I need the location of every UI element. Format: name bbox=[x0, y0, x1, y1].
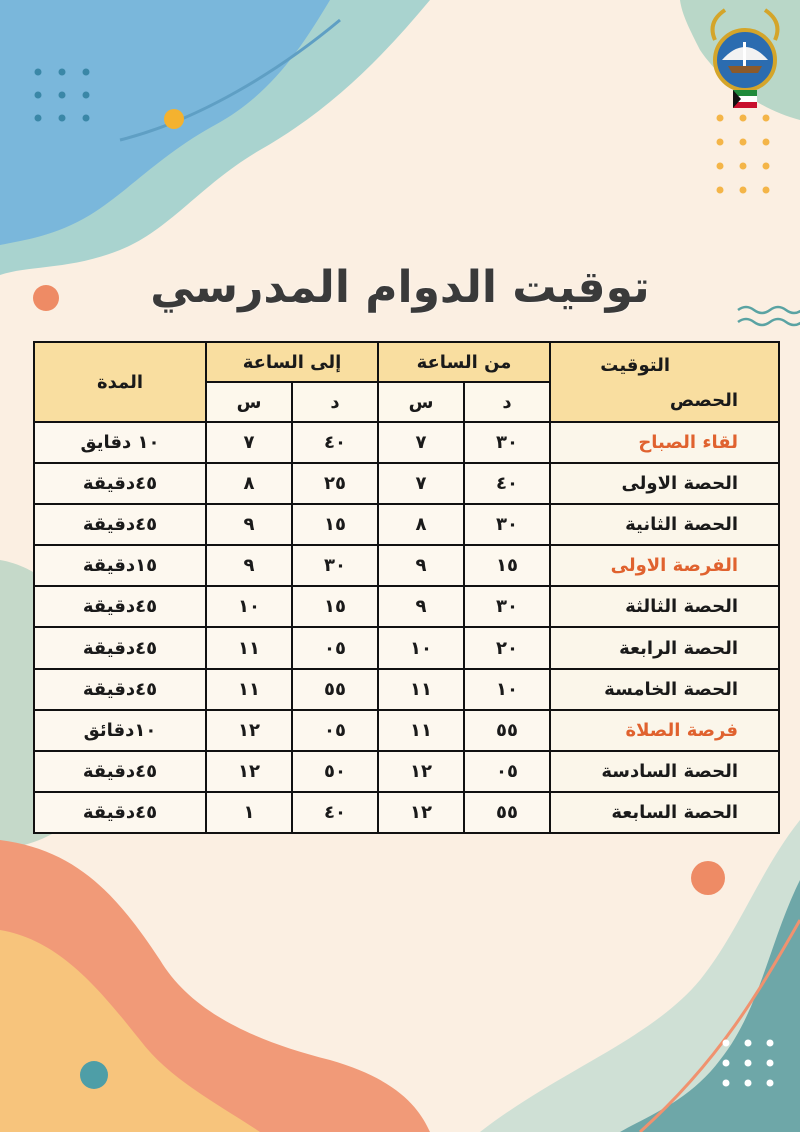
to-minute: ١٥ bbox=[292, 586, 378, 627]
table-row bbox=[34, 504, 779, 545]
table-row bbox=[34, 751, 779, 792]
from-hour: ١١ bbox=[378, 710, 464, 751]
table-row bbox=[34, 710, 779, 751]
from-hour: ٩ bbox=[378, 586, 464, 627]
period-name: الحصة الاولى bbox=[550, 463, 779, 504]
to-hour: ١٢ bbox=[206, 710, 292, 751]
to-minute: ٣٠ bbox=[292, 545, 378, 586]
to-hour: ٩ bbox=[206, 545, 292, 586]
header-timing: التوقيت bbox=[600, 355, 671, 376]
header-from: من الساعة bbox=[378, 342, 550, 382]
to-minute: ٤٠ bbox=[292, 792, 378, 833]
duration: ٤٥دقيقة bbox=[34, 669, 206, 710]
duration: ١٠ دقايق bbox=[34, 422, 206, 463]
from-hour: ٨ bbox=[378, 504, 464, 545]
to-minute: ٠٥ bbox=[292, 710, 378, 751]
to-hour: ١٢ bbox=[206, 751, 292, 792]
from-minute: ١٥ bbox=[464, 545, 550, 586]
table-row bbox=[34, 422, 779, 463]
table-row bbox=[34, 586, 779, 627]
to-minute: ٠٥ bbox=[292, 627, 378, 668]
to-hour: ٧ bbox=[206, 422, 292, 463]
from-minute: ٣٠ bbox=[464, 422, 550, 463]
header-to-hour: س bbox=[206, 382, 292, 422]
period-name: الحصة الثانية bbox=[550, 504, 779, 545]
yellow-circle bbox=[164, 109, 184, 129]
to-minute: ٤٠ bbox=[292, 422, 378, 463]
from-hour: ١٠ bbox=[378, 627, 464, 668]
table-row bbox=[34, 627, 779, 668]
page-title: توقيت الدوام المدرسي bbox=[150, 262, 650, 313]
table-row bbox=[34, 545, 779, 586]
from-hour: ٧ bbox=[378, 463, 464, 504]
to-hour: ١١ bbox=[206, 669, 292, 710]
period-name: الحصة الرابعة bbox=[550, 627, 779, 668]
header-to: إلى الساعة bbox=[206, 342, 378, 382]
schedule-table bbox=[33, 341, 780, 834]
to-minute: ١٥ bbox=[292, 504, 378, 545]
from-minute: ٥٥ bbox=[464, 792, 550, 833]
duration: ٤٥دقيقة bbox=[34, 463, 206, 504]
header-to-minute: د bbox=[292, 382, 378, 422]
orange-circle-2 bbox=[691, 861, 725, 895]
to-hour: ١٠ bbox=[206, 586, 292, 627]
header-from-minute: د bbox=[464, 382, 550, 422]
from-hour: ٩ bbox=[378, 545, 464, 586]
period-name: الحصة السابعة bbox=[550, 792, 779, 833]
duration: ٤٥دقيقة bbox=[34, 504, 206, 545]
duration: ٤٥دقيقة bbox=[34, 586, 206, 627]
from-minute: ٢٠ bbox=[464, 627, 550, 668]
period-name: الحصة الخامسة bbox=[550, 669, 779, 710]
teal-circle bbox=[80, 1061, 108, 1089]
header-periods: الحصص bbox=[669, 390, 739, 411]
from-hour: ١١ bbox=[378, 669, 464, 710]
from-hour: ١٢ bbox=[378, 792, 464, 833]
table-row bbox=[34, 792, 779, 833]
table-row bbox=[34, 463, 779, 504]
from-minute: ٣٠ bbox=[464, 586, 550, 627]
from-hour: ١٢ bbox=[378, 751, 464, 792]
to-minute: ٥٥ bbox=[292, 669, 378, 710]
to-hour: ٩ bbox=[206, 504, 292, 545]
duration: ١٥دقيقة bbox=[34, 545, 206, 586]
header-from-hour: س bbox=[378, 382, 464, 422]
duration: ٤٥دقيقة bbox=[34, 792, 206, 833]
duration: ٤٥دقيقة bbox=[34, 627, 206, 668]
to-minute: ٢٥ bbox=[292, 463, 378, 504]
period-name: الفرصة الاولى bbox=[550, 545, 779, 586]
from-minute: ٥٥ bbox=[464, 710, 550, 751]
to-minute: ٥٠ bbox=[292, 751, 378, 792]
duration: ٤٥دقيقة bbox=[34, 751, 206, 792]
to-hour: ١ bbox=[206, 792, 292, 833]
table-row bbox=[34, 669, 779, 710]
header-timing-periods bbox=[550, 342, 779, 422]
period-name: الحصة السادسة bbox=[550, 751, 779, 792]
to-hour: ٨ bbox=[206, 463, 292, 504]
from-minute: ١٠ bbox=[464, 669, 550, 710]
duration: ١٠دقائق bbox=[34, 710, 206, 751]
period-name: الحصة الثالثة bbox=[550, 586, 779, 627]
from-minute: ٠٥ bbox=[464, 751, 550, 792]
period-name: فرصة الصلاة bbox=[550, 710, 779, 751]
from-hour: ٧ bbox=[378, 422, 464, 463]
from-minute: ٣٠ bbox=[464, 504, 550, 545]
header-duration: المدة bbox=[34, 342, 206, 422]
from-minute: ٤٠ bbox=[464, 463, 550, 504]
period-name: لقاء الصباح bbox=[550, 422, 779, 463]
to-hour: ١١ bbox=[206, 627, 292, 668]
